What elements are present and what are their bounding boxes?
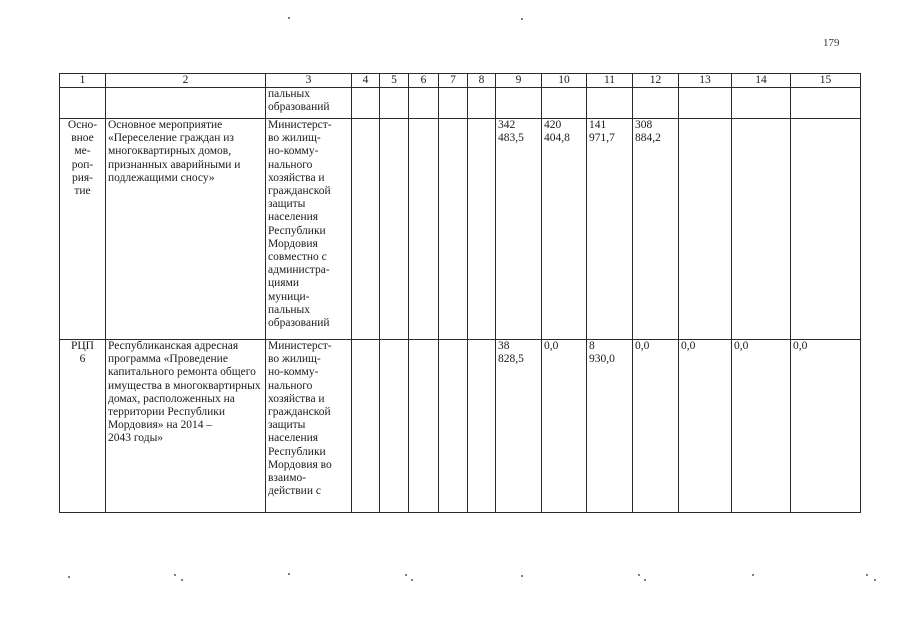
table-cell: 0,0 xyxy=(732,340,791,513)
table-cell: 342 483,5 xyxy=(496,119,542,340)
scan-speck xyxy=(521,18,523,20)
col-header: 8 xyxy=(468,74,496,88)
scan-speck xyxy=(181,579,183,581)
table-cell: Министерст- во жилищ- но-комму- нального хозяйства и гражданской защиты населения Республики Мордовия совместно с администра- циями муници- пальных образований xyxy=(266,119,352,340)
table-cell xyxy=(409,119,439,340)
table-row-continuation xyxy=(60,88,861,119)
scan-speck xyxy=(174,574,176,576)
scan-speck xyxy=(411,579,413,581)
scan-speck xyxy=(752,574,754,576)
col-header: 2 xyxy=(106,74,266,88)
table-cell xyxy=(496,88,542,119)
scan-speck xyxy=(68,576,70,578)
scan-speck xyxy=(405,574,407,576)
scan-speck xyxy=(521,575,523,577)
col-header: 9 xyxy=(496,74,542,88)
table-cell xyxy=(60,88,106,119)
table-cell: пальных образований xyxy=(266,88,352,119)
table-cell: 8 930,0 xyxy=(587,340,633,513)
table-cell: 0,0 xyxy=(679,340,732,513)
scan-speck xyxy=(874,579,876,581)
scan-speck xyxy=(644,579,646,581)
table-cell: Основное мероприятие «Переселение граждан из многоквартирных домов, признанных аварийными и подлежащими сносу» xyxy=(106,119,266,340)
col-header: 3 xyxy=(266,74,352,88)
table-cell xyxy=(468,340,496,513)
table-cell: Министерст- во жилищ- но-комму- нального хозяйства и гражданской защиты населения Республики Мордовия во взаимо- действии с xyxy=(266,340,352,513)
table-cell: 420 404,8 xyxy=(542,119,587,340)
table-cell xyxy=(468,88,496,119)
table-cell: Республиканская адресная программа «Проведение капитального ремонта общего имущества в многоквартирных домах, расположенных на территории Республики Мордовия» на 2014 – 2043 годы» xyxy=(106,340,266,513)
scan-speck xyxy=(638,574,640,576)
col-header: 5 xyxy=(380,74,409,88)
col-header: 1 xyxy=(60,74,106,88)
table-cell: 0,0 xyxy=(633,340,679,513)
table-cell: РЦП 6 xyxy=(60,340,106,513)
table-cell xyxy=(439,88,468,119)
table-cell xyxy=(409,340,439,513)
col-header: 7 xyxy=(439,74,468,88)
table-row-main-activity xyxy=(60,119,861,340)
table-cell xyxy=(732,88,791,119)
table-cell xyxy=(468,119,496,340)
table-cell xyxy=(791,119,861,340)
col-header: 12 xyxy=(633,74,679,88)
table-cell xyxy=(439,340,468,513)
table-cell xyxy=(352,340,380,513)
table-cell: 141 971,7 xyxy=(587,119,633,340)
table-cell xyxy=(542,88,587,119)
table-cell: 38 828,5 xyxy=(496,340,542,513)
col-header: 6 xyxy=(409,74,439,88)
header-row xyxy=(60,74,861,88)
scan-speck xyxy=(866,574,868,576)
col-header: 4 xyxy=(352,74,380,88)
col-header: 15 xyxy=(791,74,861,88)
table-cell: Осно- вное ме- роп- рия- тие xyxy=(60,119,106,340)
scan-speck xyxy=(288,573,290,575)
table-cell xyxy=(732,119,791,340)
col-header: 11 xyxy=(587,74,633,88)
table-cell xyxy=(380,88,409,119)
table-cell xyxy=(679,88,732,119)
table-cell xyxy=(106,88,266,119)
scan-speck xyxy=(288,17,290,19)
table-row-rcp6 xyxy=(60,340,861,513)
table-cell xyxy=(633,88,679,119)
col-header: 13 xyxy=(679,74,732,88)
col-header: 10 xyxy=(542,74,587,88)
table-cell xyxy=(587,88,633,119)
table-cell xyxy=(352,88,380,119)
table-cell xyxy=(439,119,468,340)
table-cell xyxy=(352,119,380,340)
table-cell xyxy=(409,88,439,119)
table-cell xyxy=(380,340,409,513)
budget-table xyxy=(59,73,861,513)
page-number: 179 xyxy=(823,37,840,49)
table-cell xyxy=(679,119,732,340)
col-header: 14 xyxy=(732,74,791,88)
table-cell: 0,0 xyxy=(791,340,861,513)
table-cell xyxy=(380,119,409,340)
table-cell: 0,0 xyxy=(542,340,587,513)
table-cell xyxy=(791,88,861,119)
table-cell: 308 884,2 xyxy=(633,119,679,340)
